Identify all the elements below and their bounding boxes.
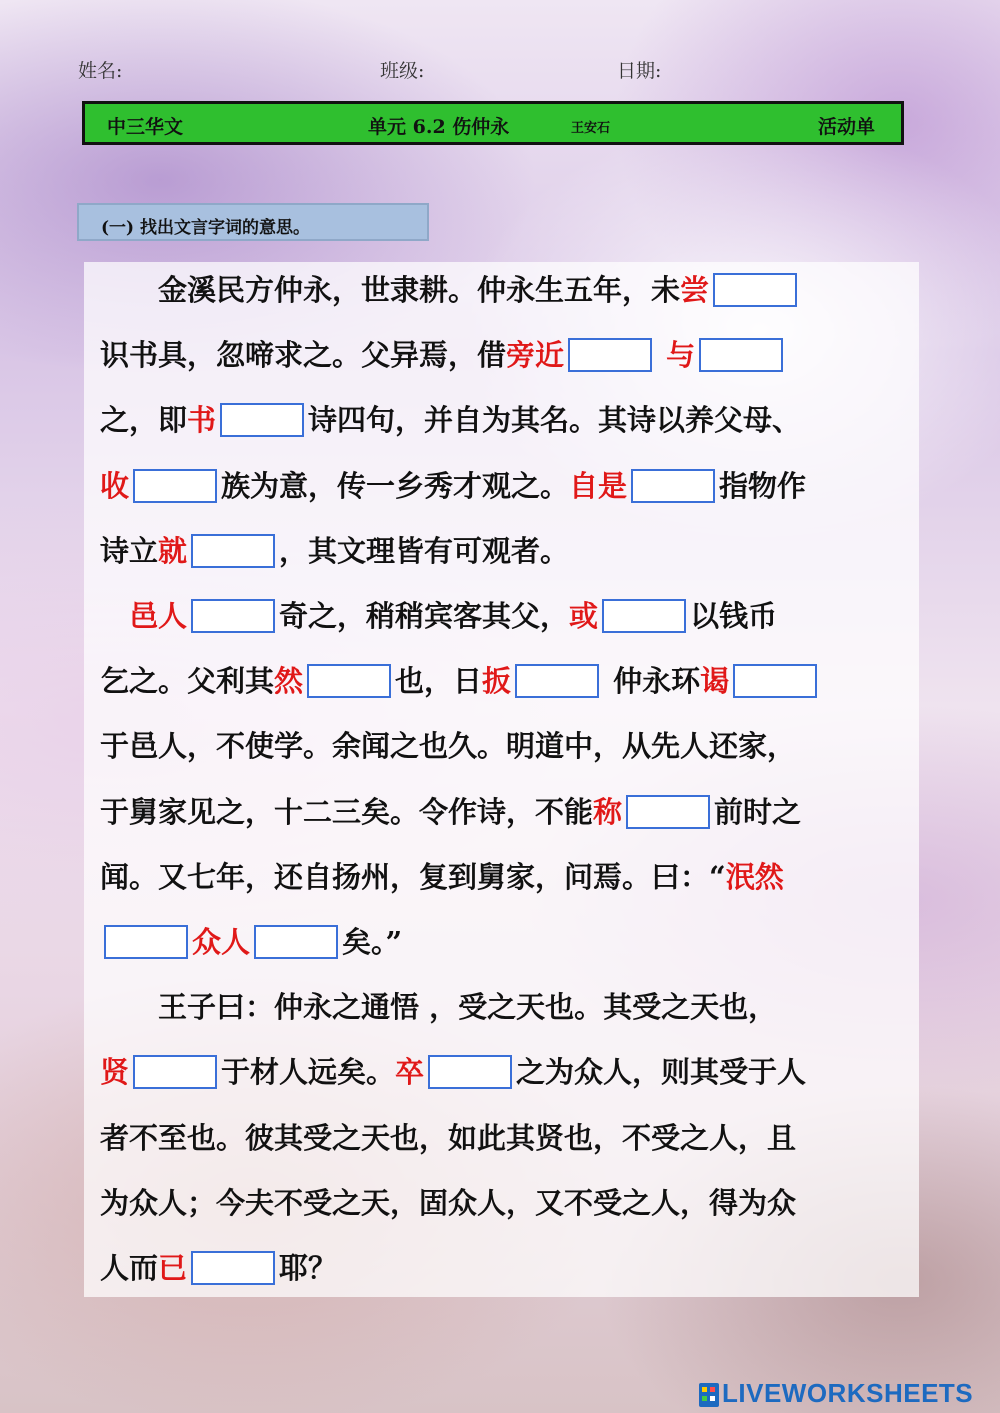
highlighted-term: 书 <box>187 403 217 437</box>
passage-line <box>100 266 801 310</box>
passage-text: 金溪民方仲永，世隶耕。仲永生五年，未 <box>100 273 681 307</box>
passage-text <box>100 599 129 633</box>
answer-blank[interactable] <box>191 1251 275 1285</box>
passage-line <box>100 722 796 766</box>
date-label: 日期: <box>617 60 662 82</box>
answer-blank[interactable] <box>428 1055 512 1089</box>
class-label: 班级: <box>380 60 425 82</box>
passage-text: 奇之，稍稍宾客其父， <box>279 599 570 633</box>
passage-text: 耶？ <box>279 1251 338 1285</box>
highlighted-term: 谒 <box>700 664 730 698</box>
passage-line <box>100 396 801 440</box>
highlighted-term: 就 <box>158 534 188 568</box>
passage-line <box>100 462 806 506</box>
passage-text: 于舅家见之，十二三矣。令作诗，不能 <box>100 795 594 829</box>
passage-text: 者不至也。彼其受之天也，如此其贤也，不受之人，且 <box>100 1121 797 1155</box>
answer-blank[interactable] <box>568 338 652 372</box>
answer-blank[interactable] <box>602 599 686 633</box>
answer-blank[interactable] <box>699 338 783 372</box>
passage-text: 族为意，传一乡秀才观之。 <box>221 469 570 503</box>
passage-text: 乞之。父利其 <box>100 664 275 698</box>
answer-blank[interactable] <box>191 599 275 633</box>
highlighted-term: 邑人 <box>129 599 188 633</box>
passage-text: 诗四句，并自为其名。其诗以养父母、 <box>308 403 802 437</box>
passage-text: 仲永环 <box>603 664 701 698</box>
answer-blank[interactable] <box>254 925 338 959</box>
banner-type: 活动单 <box>818 116 876 138</box>
passage-text: ，其文理皆有可观者。 <box>279 534 570 568</box>
passage-text: 前时之 <box>714 795 802 829</box>
passage-text: 之，即 <box>100 403 188 437</box>
highlighted-term: 称 <box>593 795 623 829</box>
answer-blank[interactable] <box>713 273 797 307</box>
highlighted-term: 旁近 <box>506 338 565 372</box>
passage-line <box>100 1244 337 1288</box>
passage-line <box>100 331 787 375</box>
passage-text: 指物作 <box>719 469 807 503</box>
answer-blank[interactable] <box>220 403 304 437</box>
answer-blank[interactable] <box>133 1055 217 1089</box>
answer-blank[interactable] <box>307 664 391 698</box>
answer-blank[interactable] <box>133 469 217 503</box>
passage-line <box>100 1179 796 1223</box>
passage-text: 之为众人，则其受于人 <box>516 1055 807 1089</box>
passage-text: 以钱币 <box>690 599 778 633</box>
answer-blank[interactable] <box>626 795 710 829</box>
passage-text: 人而 <box>100 1251 159 1285</box>
highlighted-term: 与 <box>656 338 696 372</box>
passage-line <box>100 788 801 832</box>
answer-blank[interactable] <box>104 925 188 959</box>
passage-line <box>100 1114 796 1158</box>
passage-line <box>100 983 777 1027</box>
highlighted-term: 尝 <box>680 273 710 307</box>
highlighted-term: 收 <box>100 469 130 503</box>
passage-text: 诗立 <box>100 534 159 568</box>
logo-text: LIVEWORKSHEETS <box>722 1378 974 1408</box>
banner-level: 中三华文 <box>107 116 184 138</box>
highlighted-term: 卒 <box>395 1055 425 1089</box>
liveworksheets-logo <box>698 1378 973 1408</box>
highlighted-term: 然 <box>274 664 304 698</box>
highlighted-term: 或 <box>569 599 599 633</box>
banner-author: 王安石 <box>571 121 611 136</box>
answer-blank[interactable] <box>191 534 275 568</box>
passage-line <box>100 657 821 701</box>
passage-line <box>100 1048 806 1092</box>
highlighted-term: 众人 <box>192 925 251 959</box>
banner-unit: 单元 6.2 伤仲永 <box>368 116 510 138</box>
highlighted-term: 扳 <box>482 664 512 698</box>
section-title: (一) 找出文言字词的意思。 <box>77 203 429 241</box>
passage-text: 也，日 <box>395 664 483 698</box>
passage-text: 于邑人，不使学。余闻之也久。明道中，从先人还家， <box>100 729 797 763</box>
highlighted-term: 自是 <box>569 469 628 503</box>
liveworksheets-logo-icon <box>698 1382 720 1408</box>
highlighted-term: 泯然 <box>725 860 784 894</box>
passage-line <box>100 527 569 571</box>
passage-text: 矣。” <box>342 925 403 959</box>
passage-text: 为众人；今夫不受之天，固众人，又不受之人，得为众 <box>100 1186 797 1220</box>
passage-line <box>100 592 777 636</box>
passage-text: 王子曰：仲永之通悟 ，受之天也。其受之天也， <box>100 990 778 1024</box>
highlighted-term: 贤 <box>100 1055 130 1089</box>
passage-line <box>100 918 402 962</box>
highlighted-term: 已 <box>158 1251 188 1285</box>
passage-text: 闻。又七年，还自扬州，复到舅家，问焉。曰：“ <box>100 860 726 894</box>
answer-blank[interactable] <box>733 664 817 698</box>
passage-text: 识书具，忽啼求之。父异焉，借 <box>100 338 507 372</box>
title-banner <box>82 101 904 145</box>
passage-line <box>100 853 784 897</box>
name-label: 姓名: <box>78 60 123 82</box>
passage-text: 于材人远矣。 <box>221 1055 396 1089</box>
answer-blank[interactable] <box>515 664 599 698</box>
answer-blank[interactable] <box>631 469 715 503</box>
